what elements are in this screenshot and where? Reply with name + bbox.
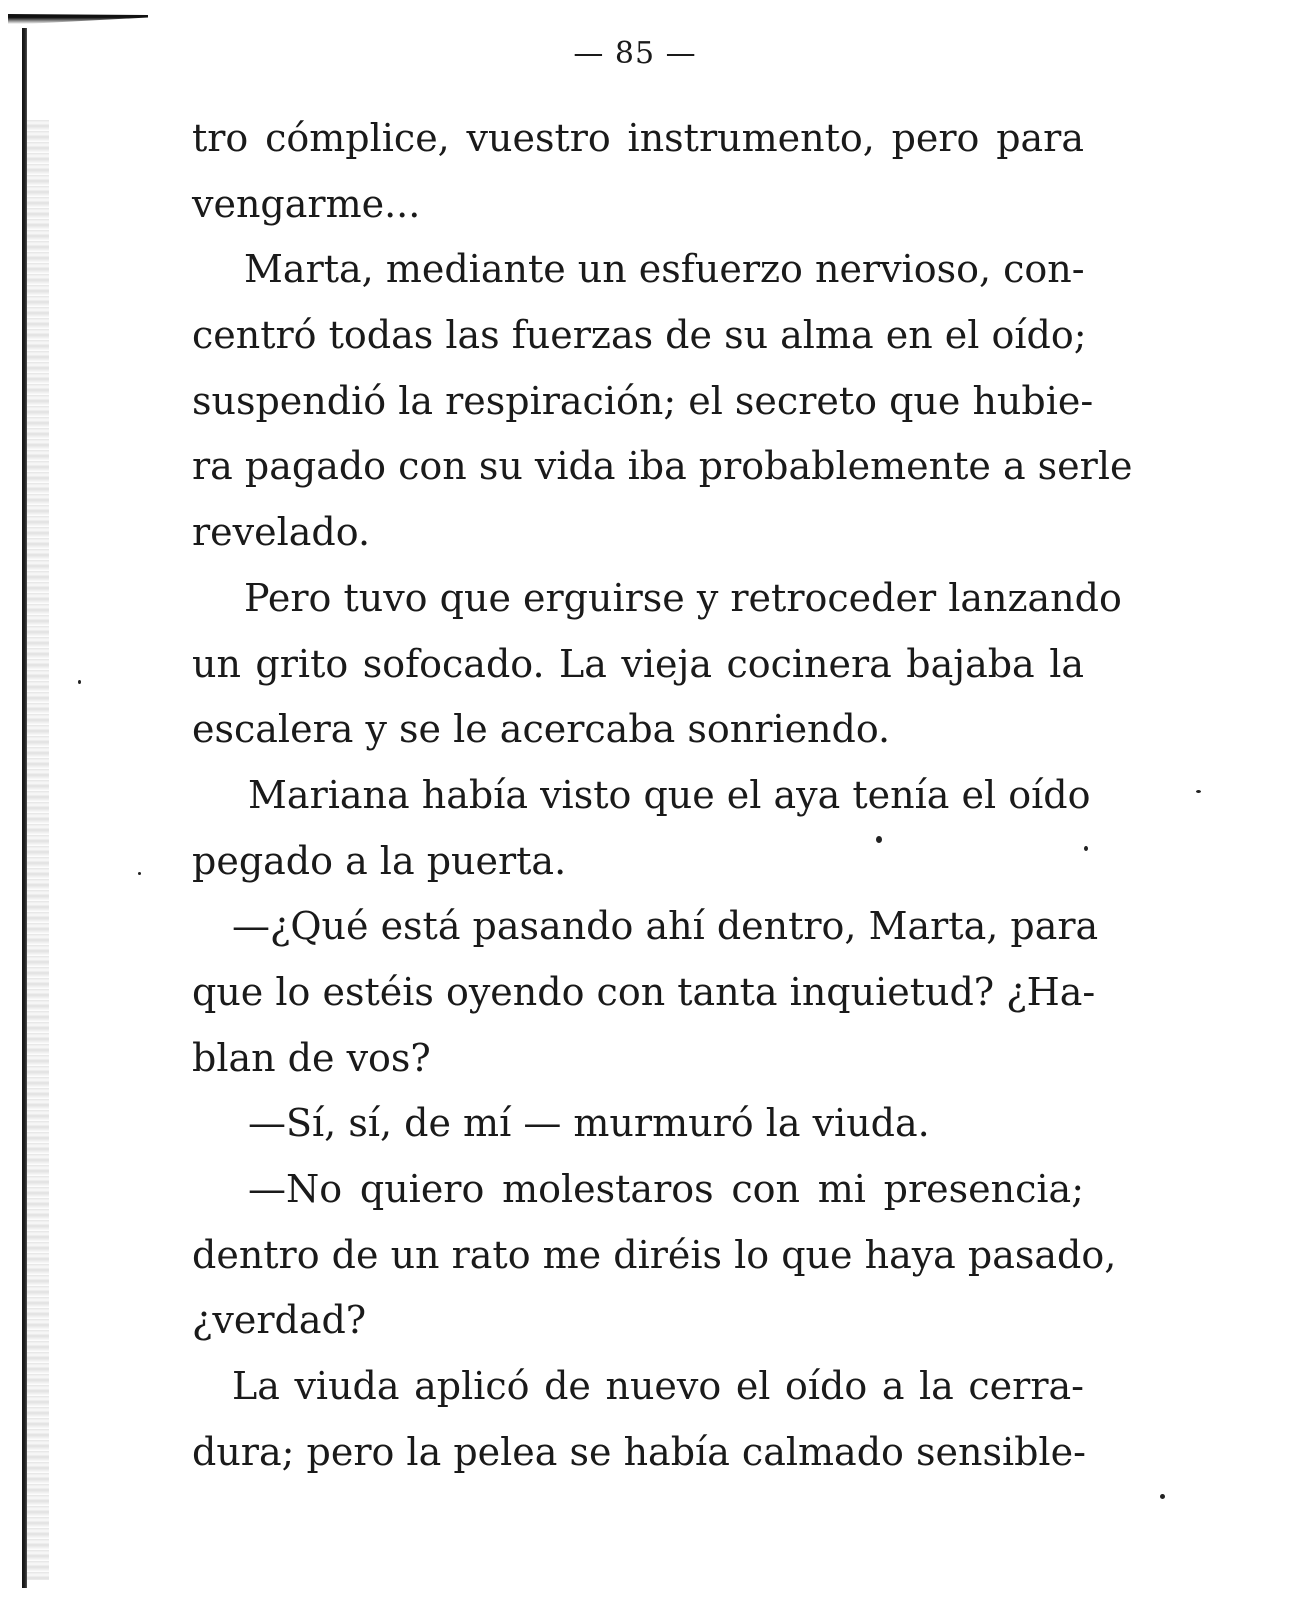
paragraph-start-line: La viuda aplicó de nuevo el oído a la cerra- bbox=[232, 1364, 1084, 1409]
text-line: ¿verdad? bbox=[192, 1298, 367, 1343]
scan-speck bbox=[78, 680, 81, 684]
paragraph-start-line: Marta, mediante un esfuerzo nervioso, con- bbox=[244, 247, 1085, 292]
top-margin-rule bbox=[8, 14, 148, 24]
text-line: vengarme... bbox=[192, 181, 421, 226]
text-line: ra pagado con su vida iba probablemente a serle bbox=[192, 444, 1133, 489]
scan-speck bbox=[1196, 790, 1201, 793]
page-number: — 85 — bbox=[573, 36, 697, 71]
text-line: pegado a la puerta. bbox=[192, 838, 567, 883]
text-line: dentro de un rato me diréis lo que haya pasado, bbox=[192, 1232, 1117, 1277]
scan-speck bbox=[1084, 846, 1088, 851]
text-line: tro cómplice, vuestro instrumento, pero para bbox=[192, 116, 1084, 160]
text-line: que lo estéis oyendo con tanta inquietud? ¿Ha- bbox=[192, 969, 1096, 1014]
paragraph-start-line: —No quiero molestaros con mi presencia; bbox=[248, 1167, 1084, 1211]
binding-shadow bbox=[27, 120, 49, 1580]
text-line: escalera y se le acercaba sonriendo. bbox=[192, 707, 891, 752]
body-text bbox=[192, 106, 1133, 1485]
paragraph-start-line: Mariana había visto que el aya tenía el oído bbox=[248, 772, 1091, 817]
text-line: blan de vos? bbox=[192, 1035, 431, 1080]
paragraph-start-line: —¿Qué está pasando ahí dentro, Marta, para bbox=[232, 904, 1099, 949]
scan-speck bbox=[1160, 1494, 1165, 1499]
text-line: dura; pero la pelea se había calmado sensible- bbox=[192, 1429, 1086, 1474]
text-line: revelado. bbox=[192, 510, 371, 555]
text-line: centró todas las fuerzas de su alma en el oído; bbox=[192, 313, 1087, 358]
text-line: un grito sofocado. La vieja cocinera bajaba la bbox=[192, 641, 1084, 686]
scan-speck bbox=[876, 836, 882, 843]
text-line: suspendió la respiración; el secreto que hubie- bbox=[192, 378, 1094, 423]
paragraph-start-line: —Sí, sí, de mí — murmuró la viuda. bbox=[248, 1101, 930, 1146]
paragraph-start-line: Pero tuvo que erguirse y retroceder lanzando bbox=[244, 575, 1122, 620]
scan-speck bbox=[138, 872, 141, 875]
